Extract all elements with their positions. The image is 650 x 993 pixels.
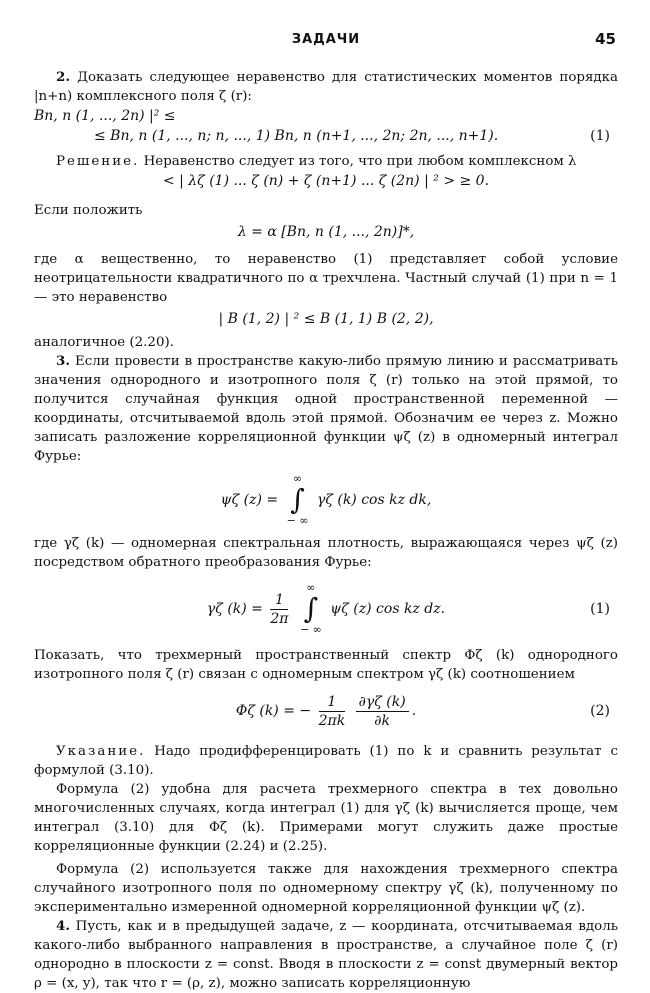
hint-paragraph: Указание. Надо продифференцировать (1) по k и сравнить результат с формулой (3.10). <box>34 744 618 778</box>
equation-number: (1) <box>590 601 610 617</box>
page <box>34 28 618 993</box>
problem-2-number: 2. <box>56 69 70 85</box>
page-number: 45 <box>595 30 616 48</box>
lambda-formula: λ = α [Bn, n (1, ..., 2n)]*, <box>237 224 415 240</box>
after-lambda-text: где α вещественно, то неравенство (1) представляет собой условие неотрицательности квадратичного по α трехчлена. Частный случай (1) при n = 1 — это неравенство <box>34 252 618 305</box>
inequality-line-1: Bn, n (1, ..., 2n) |² ≤ <box>34 108 176 124</box>
problem-4-text: 4. Пусть, как и в предыдущей задаче, z — координата, отсчитываемая вдоль какого-либо выбранного направления в пространстве, а случайное поле ζ (r) однородно в плоскости z = const. Вводя в плоскости z = const двумерный вектор ρ = (x, y), так что r = (ρ, z), можно записать корреляционную <box>34 918 618 991</box>
special-case-formula: | B (1, 2) | ² ≤ B (1, 1) B (2, 2), <box>218 311 434 327</box>
solution-paragraph: Решение. Неравенство следует из того, что при любом комплексном λ <box>56 154 577 169</box>
problem-4-number: 4. <box>56 918 70 934</box>
solution-label: Решение. <box>56 154 140 169</box>
spectrum-relation-formula: Φζ (k) = − $\frac{1}{2\pi k}$ $\frac{\partial\gamma\zeta (k)}{\partial k}$ . (2) <box>34 686 618 736</box>
equation-number: (1) <box>590 128 610 144</box>
analogous-text: аналогичное (2.20). <box>34 335 174 350</box>
equation-number: (2) <box>590 703 610 719</box>
integral-sign: ∞ ∫ − ∞ <box>299 581 322 636</box>
integral-sign: ∞ ∫ − ∞ <box>286 472 309 527</box>
hint-label: Указание. <box>56 744 146 759</box>
problem-2-statement: 2. Доказать следующее неравенство для статистических моментов порядка |n+n) комплексного поля ζ (r): <box>34 69 618 104</box>
fraction: $\frac{1}{2\pi k}$ <box>318 693 346 729</box>
fourier-integral-formula: ψζ (z) = ∞ ∫ − ∞ γζ (k) cos kz dk, <box>220 472 432 527</box>
fraction: $\frac{1}{2\pi}$ <box>270 591 289 627</box>
inverse-fourier-formula: γζ (k) = $\frac{1}{2\pi}$ ∞ ∫ − ∞ ψζ (z) cos kz dz. (1) <box>34 574 618 644</box>
if-set-text: Если положить <box>34 203 143 218</box>
problem-3-number: 3. <box>56 353 70 369</box>
show-text: Показать, что трехмерный пространственный спектр Φζ (k) однородного изотропного поля ζ (r) связан с одномерным спектром γζ (k) соотношением <box>34 648 618 682</box>
problem-3-text: 3. Если провести в пространстве какую-либо прямую линию и рассматривать значения однородного и изотропного поля ζ (r) только на этой прямой, то получится случайная функция одной пространственной переменной — координаты, отсчитываемой вдоль этой прямой. Обозначим ее через z. Можно записать разложение корреляционной функции ψζ (z) в одномерный интеграл Фурье: <box>34 353 618 464</box>
page-header <box>34 28 618 50</box>
inequality-line-2: ≤ Bn, n (1, ..., n; n, ..., 1) Bn, n (n+1, ..., 2n; 2n, ..., n+1). (1) <box>94 128 610 144</box>
where-text: где γζ (k) — одномерная спектральная плотность, выражающаяся через ψζ (z) посредством обратного преобразования Фурье: <box>34 536 618 570</box>
formula-usage-paragraph-1: Формула (2) удобна для расчета трехмерного спектра в тех довольно многочисленных случаях, когда интеграл (1) для γζ (k) вычисляется проще, чем интеграл (3.10) для Φζ (k). Примерами могут служить даже простые корреляционные функции (2.24) и (2.25). <box>34 782 618 854</box>
solution-formula: < | λζ (1) ... ζ (n) + ζ (n+1) ... ζ (2n) | ² > ≥ 0. <box>162 173 490 189</box>
running-title: ЗАДАЧИ <box>291 32 361 47</box>
formula-usage-paragraph-2: Формула (2) используется также для нахождения трехмерного спектра случайного изотропного поля по одномерному спектру γζ (k), полученному по экспериментально измеренной одномерной корреляционной функции ψζ (z). <box>34 862 618 915</box>
fraction: $\frac{\partial\gamma\zeta (k)}{\partial k}$ <box>356 693 409 730</box>
